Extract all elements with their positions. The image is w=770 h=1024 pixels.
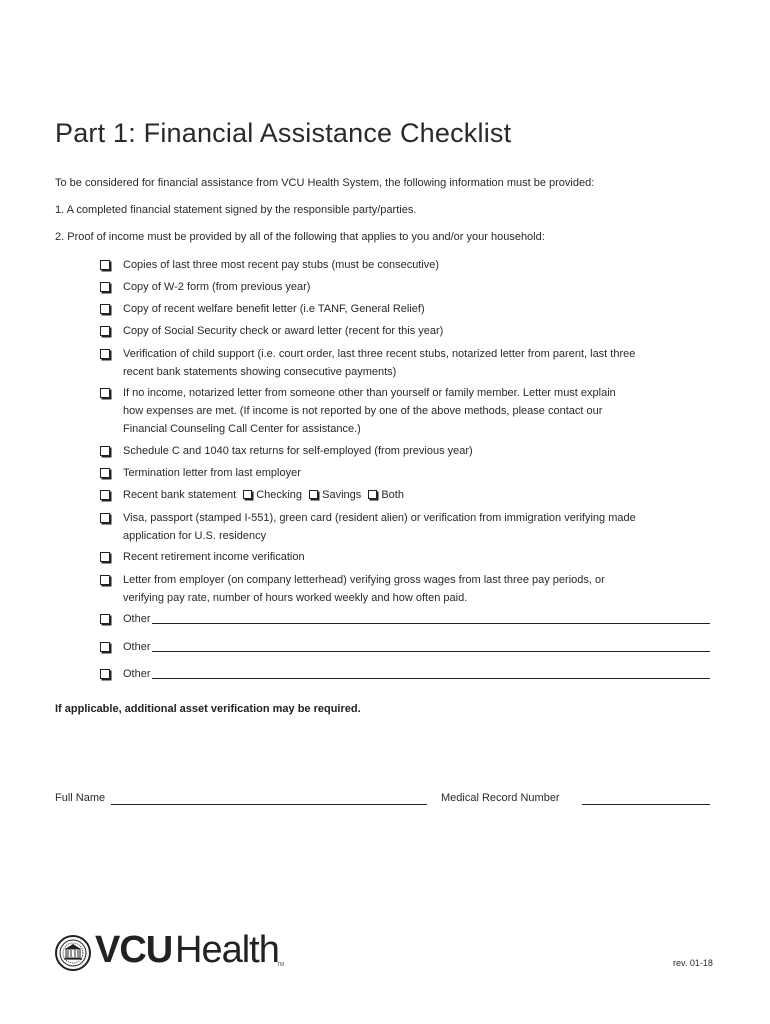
checkbox[interactable] [100,575,110,585]
both-checkbox[interactable] [368,490,377,499]
item-text: Schedule C and 1040 tax returns for self-employed (from previous year) [123,445,473,457]
vcu-health-logo [55,929,295,971]
mrn-input-line[interactable] [582,804,710,805]
intro-text: To be considered for financial assistance from VCU Health System, the following information must be provided: [55,177,595,189]
savings-checkbox[interactable] [309,490,318,499]
mrn-label: Medical Record Number [441,792,560,804]
item-text: Verification of child support (i.e. court order, last three recent stubs, notarized letter from parent, last three [123,348,636,360]
item-text: recent bank statements showing consecutive payments) [123,366,397,378]
revision-label: rev. 01-18 [673,958,713,968]
item-text: verifying pay rate, number of hours worked weekly and how often paid. [123,592,468,604]
checking-checkbox[interactable] [243,490,252,499]
checkbox[interactable] [100,260,110,270]
asset-note: If applicable, additional asset verification may be required. [55,703,361,715]
checkbox[interactable] [100,326,110,336]
other-label: Other [123,641,151,653]
checkbox[interactable] [100,349,110,359]
item-text: application for U.S. residency [123,530,267,542]
logo-vcu-text: VCU [95,929,173,971]
item-text: Termination letter from last employer [123,467,301,479]
trademark: TM [277,962,285,968]
item-text: Visa, passport (stamped I-551), green card (resident alien) or verification from immigration verifying made [123,512,636,524]
checkbox[interactable] [100,388,110,398]
seal-icon [55,935,91,971]
requirement-2: 2. Proof of income must be provided by all of the following that applies to you and/or your household: [55,231,545,243]
other-input-line[interactable] [152,678,710,679]
item-text: Letter from employer (on company letterhead) verifying gross wages from last three pay periods, or [123,574,605,586]
both-label: Both [381,489,404,501]
checkbox[interactable] [100,669,110,679]
item-text: Copy of W-2 form (from previous year) [123,281,311,293]
checking-label: Checking [256,489,303,501]
item-text: If no income, notarized letter from someone other than yourself or family member. Letter must explain [123,387,616,399]
item-text: Copy of recent welfare benefit letter (i.e TANF, General Relief) [123,303,425,315]
item-text: Copies of last three most recent pay stubs (must be consecutive) [123,259,440,271]
item-text: Copy of Social Security check or award letter (recent for this year) [123,325,444,337]
item-text: Recent bank statement [123,489,237,501]
other-label: Other [123,668,151,680]
item-text: Financial Counseling Call Center for assistance.) [123,423,361,435]
page-title: Part 1: Financial Assistance Checklist [55,118,512,148]
full-name-label: Full Name [55,792,106,804]
checkbox[interactable] [100,642,110,652]
item-text: Recent retirement income verification [123,551,305,563]
item-text: how expenses are met. (If income is not reported by one of the above methods, please contact our [123,405,603,417]
other-input-line[interactable] [152,651,710,652]
logo-health-text: Health [175,929,279,971]
savings-label: Savings [322,489,362,501]
checkbox[interactable] [100,282,110,292]
checkbox[interactable] [100,446,110,456]
other-label: Other [123,613,151,625]
checkbox[interactable] [100,304,110,314]
full-name-input-line[interactable] [111,804,427,805]
requirement-1: 1. A completed financial statement signed by the responsible party/parties. [55,204,417,216]
other-input-line[interactable] [152,623,710,624]
checkbox[interactable] [100,468,110,478]
checkbox[interactable] [100,614,110,624]
checkbox[interactable] [100,513,110,523]
checkbox[interactable] [100,552,110,562]
checkbox[interactable] [100,490,110,500]
